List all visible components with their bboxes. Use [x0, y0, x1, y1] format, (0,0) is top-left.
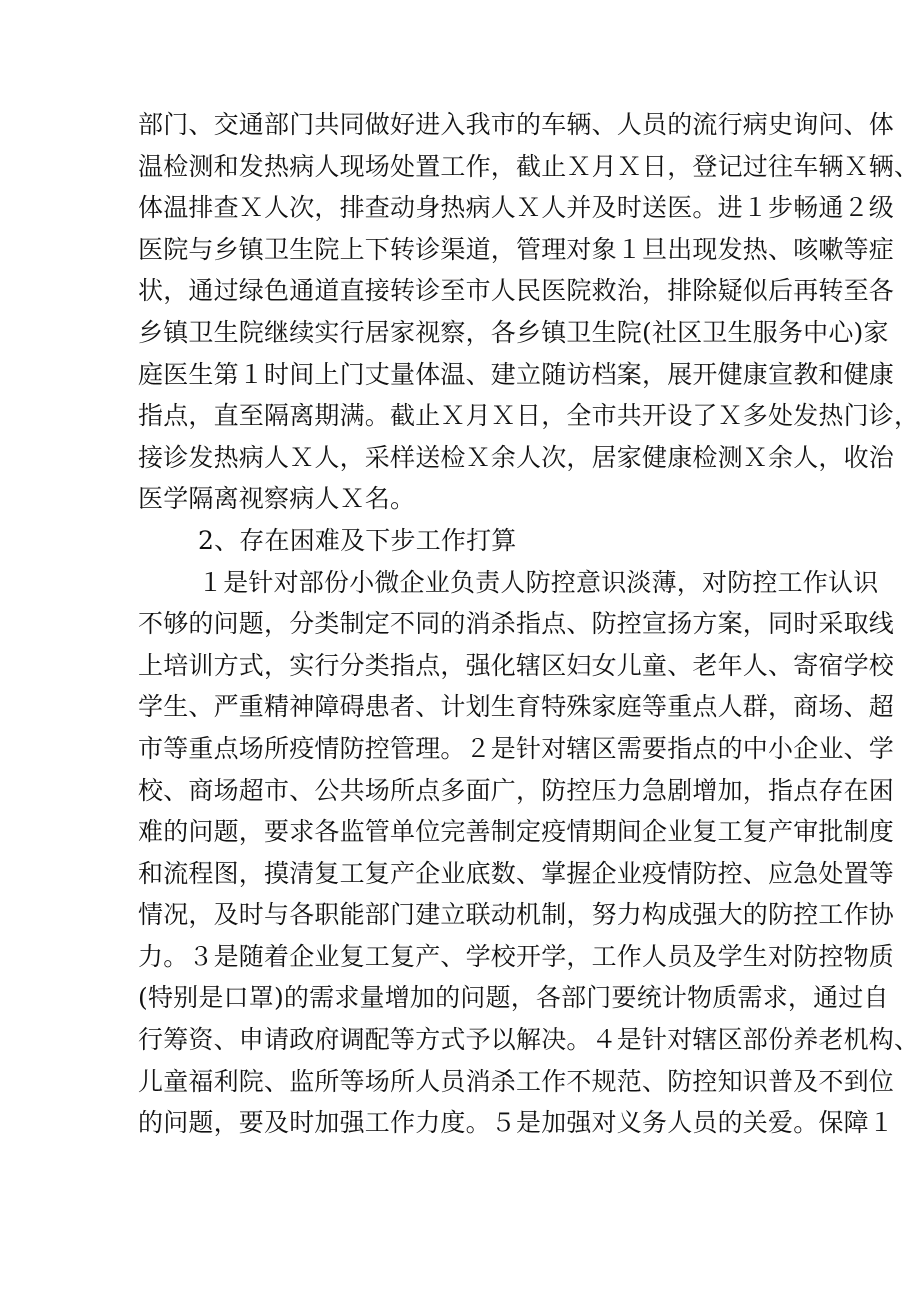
paragraph-line: 行筹资、申请政府调配等方式予以解决。４是针对辖区部份养老机构、 [138, 1025, 920, 1055]
paragraph-line: 不够的问题，分类制定不同的消杀指点、防控宣扬方案，同时采取线 [138, 609, 895, 639]
paragraph-line: 力。３是随着企业复工复产、学校开学，工作人员及学生对防控物质 [138, 941, 895, 971]
paragraph-line-last: 医学隔离视察病人Ｘ名。 [138, 484, 416, 514]
paragraph-line: 庭医生第１时间上门丈量体温、建立随访档案，展开健康宣教和健康 [138, 359, 895, 389]
paragraph-line: 乡镇卫生院继续实行居家视察，各乡镇卫生院(社区卫生服务中心)家 [138, 317, 889, 347]
paragraph-line: 温检测和发热病人现场处置工作，截止Ｘ月Ｘ日，登记过往车辆Ｘ辆、 [138, 151, 920, 181]
paragraph-line: 校、商场超市、公共场所点多面广，防控压力急剧增加，指点存在困 [138, 775, 895, 805]
document-body [138, 104, 920, 1144]
paragraph-line: 的问题，要及时加强工作力度。５是加强对义务人员的关爱。保障１ [138, 1108, 895, 1138]
paragraph-line: 医院与乡镇卫生院上下转诊渠道，管理对象１旦出现发热、咳嗽等症 [138, 234, 895, 264]
paragraph-line-first: １是针对部份小微企业负责人防控意识淡薄，对防控工作认识 [198, 567, 879, 597]
paragraph-line: 部门、交通部门共同做好进入我市的车辆、人员的流行病史询问、体 [138, 110, 895, 139]
section-heading: 2、存在困难及下步工作打算 [198, 525, 517, 555]
paragraph-line: 上培训方式，实行分类指点，强化辖区妇女儿童、老年人、寄宿学校 [138, 650, 895, 680]
paragraph-line: (特别是口罩)的需求量增加的问题，各部门要统计物质需求，通过自 [138, 983, 889, 1013]
paragraph-line: 指点，直至隔离期满。截止Ｘ月Ｘ日，全市共开设了Ｘ多处发热门诊， [138, 401, 920, 431]
paragraph-line: 市等重点场所疫情防控管理。２是针对辖区需要指点的中小企业、学 [138, 733, 895, 763]
paragraph-line: 学生、严重精神障碍患者、计划生育特殊家庭等重点人群，商场、超 [138, 692, 895, 722]
paragraph-line: 状，通过绿色通道直接转诊至市人民医院救治，排除疑似后再转至各 [138, 276, 895, 306]
paragraph-line: 接诊发热病人Ｘ人，采样送检Ｘ余人次，居家健康检测Ｘ余人，收治 [138, 442, 895, 472]
paragraph-line: 情况，及时与各职能部门建立联动机制，努力构成强大的防控工作协 [138, 900, 895, 930]
paragraph-line: 体温排查Ｘ人次，排查动身热病人Ｘ人并及时送医。进１步畅通２级 [138, 193, 895, 223]
paragraph-line: 儿童福利院、监所等场所人员消杀工作不规范、防控知识普及不到位 [138, 1066, 895, 1096]
paragraph-line: 和流程图，摸清复工复产企业底数、掌握企业疫情防控、应急处置等 [138, 858, 895, 888]
paragraph-line: 难的问题，要求各监管单位完善制定疫情期间企业复工复产审批制度 [138, 817, 895, 847]
